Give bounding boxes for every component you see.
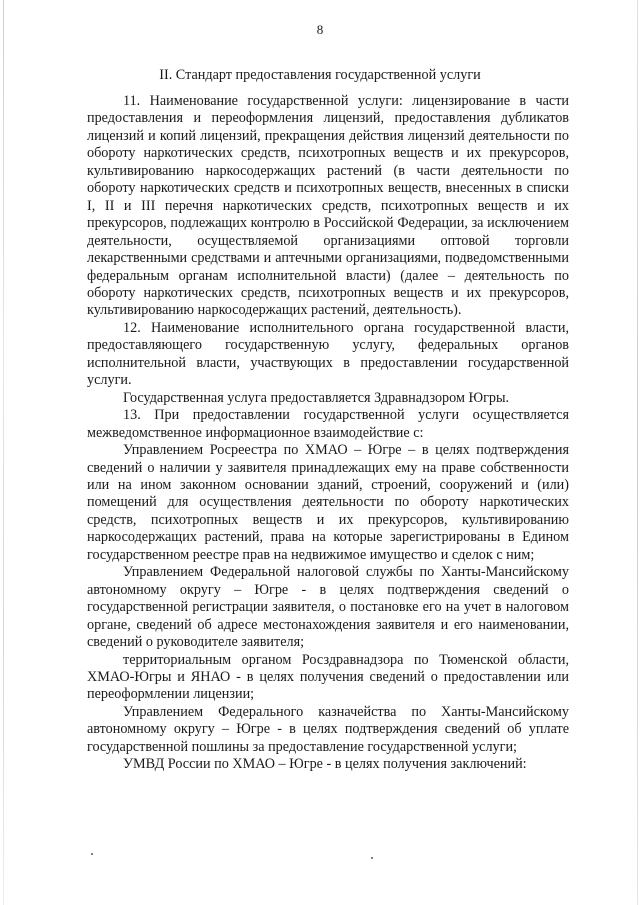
- paragraph-treasury: Управлением Федерального казначейства по Ханты-Мансийскому автономному округу – Югре - в целях подтверждения сведений об уплате государственной пошлины за предоставление государственной услуги;: [87, 703, 569, 755]
- paragraph-rosreestr: Управлением Росреестра по ХМАО – Югре – в целях подтверждения сведений о наличии у заявителя принадлежащих ему на праве собственности или на ином законном основании зданий, строений, сооружений и (или) помещений для осуществления деятельности по обороту наркотических средств, психотропных веществ и их прекурсоров, культивированию наркосодержащих растений, права на которые зарегистрированы в Едином государственном реестре прав на недвижимое имущество и сделок с ним;: [87, 442, 569, 563]
- scan-speck: [91, 853, 93, 855]
- document-body: [87, 93, 569, 774]
- page-number: 8: [316, 22, 324, 37]
- section-title: II. Стандарт предоставления государственной услуги: [159, 67, 481, 83]
- paragraph-13-interaction: 13. При предоставлении государственной услуги осуществляется межведомственное информационное взаимодействие с:: [87, 407, 569, 441]
- scan-edge-left: [3, 0, 4, 905]
- paragraph-umvd: УМВД России по ХМАО – Югре - в целях получения заключений:: [123, 756, 527, 773]
- paragraph-12-executive-body: 12. Наименование исполнительного органа государственной власти, предоставляющего государственную услугу, федеральных органов исполнительной власти, участвующих в предоставлении государственной услуги.: [87, 319, 569, 389]
- scan-edge-right: [637, 0, 638, 905]
- paragraph-11-service-name: 11. Наименование государственной услуги: лицензирование в части предоставления и переоформления лицензий, предоставления дубликатов лицензий и копий лицензий, прекращения действия лицензий деятельности по обороту наркотических средств, психотропных веществ и их прекурсоров, культивированию наркосодержащих растений (в части деятельности по обороту наркотических средств и психотропных веществ, внесенных в списки I, II и III перечня наркотических средств, психотропных веществ и их прекурсоров, подлежащих контролю в Российской Федерации, за исключением деятельности, осуществляемой организациями оптовой торговли лекарственными средствами и аптечными организациями, подведомственными федеральным органам исполнительной власти) (далее – деятельность по обороту наркотических средств, психотропных веществ и их прекурсоров, культивированию наркосодержащих растений, деятельность).: [87, 93, 569, 319]
- paragraph-tax-service: Управлением Федеральной налоговой службы по Ханты-Мансийскому автономному округу – Югре - в целях подтверждения сведений о государственной регистрации заявителя, о постановке его на учет в налоговом органе, сведений об адресе местонахождения заявителя и его наименовании, сведений о руководителе заявителя;: [87, 564, 569, 651]
- paragraph-service-provider: Государственная услуга предоставляется Здравнадзором Югры.: [123, 389, 510, 406]
- scan-speck: [371, 857, 373, 859]
- paragraph-roszdravnadzor: территориальным органом Росздравнадзора по Тюменской области, ХМАО-Югры и ЯНАО - в целях получения сведений о предоставлении или переоформлении лицензии;: [87, 651, 569, 703]
